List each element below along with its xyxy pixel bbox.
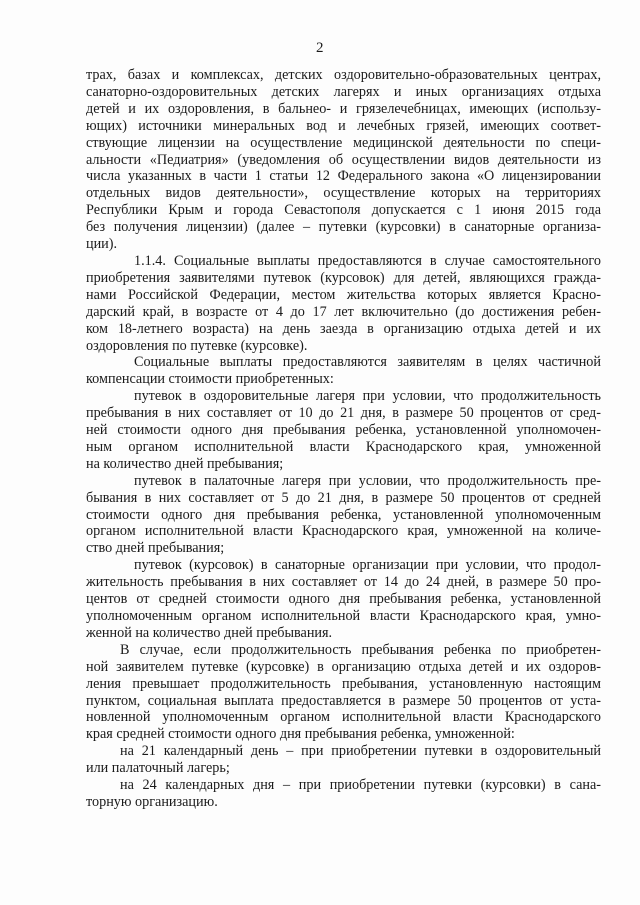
text-line: ным органом исполнительной власти Краснодарского края, умноженной bbox=[86, 438, 601, 455]
text-line: уполномоченным органом исполнительной власти Краснодарского края, умно- bbox=[86, 608, 601, 624]
page-number: 2 bbox=[316, 40, 324, 56]
text-line: ней стоимости одного дня пребывания ребенка, установленной уполномочен- bbox=[86, 422, 601, 439]
text-line: приобретения заявителями путевок (курсовок) для детей, являющихся гражда- bbox=[86, 269, 601, 286]
text-line: компенсации стоимости приобретенных: bbox=[86, 371, 334, 388]
text-line: новленной уполномоченным органом исполнительной власти Краснодарского bbox=[86, 709, 601, 726]
text-line: ции). bbox=[86, 236, 118, 253]
text-line: дарский край, в возрасте от 4 до 17 лет включительно (до достижения ребен- bbox=[86, 303, 601, 320]
body-text bbox=[86, 67, 601, 811]
text-line: на 21 календарный день – при приобретении путевки в оздоровительный bbox=[120, 743, 601, 760]
text-line: санаторно-оздоровительных детских лагерях и иных организациях отдыха bbox=[86, 83, 601, 100]
text-line: Республики Крым и города Севастополя допускается с 1 июня 2015 года bbox=[86, 202, 601, 219]
text-line: бывания в них составляет от 5 до 21 дня, в размере 50 процентов от средней bbox=[86, 489, 601, 506]
text-line: 1.1.4. Социальные выплаты предоставляются в случае самостоятельного bbox=[134, 252, 601, 269]
text-line: ствующие лицензии на осуществление медицинской деятельности по специ- bbox=[86, 134, 601, 151]
text-line: ющих) источники минеральных вод и лечебных грязей, имеющих соответ- bbox=[86, 117, 601, 134]
text-line: жительность пребывания в них составляет от 14 до 24 дней, в размере 50 про- bbox=[86, 574, 601, 591]
text-line: ления превышает продолжительность пребывания, установленную настоящим bbox=[86, 675, 601, 692]
text-line: торную организацию. bbox=[86, 793, 218, 810]
text-line: ной заявителем путевке (курсовке) в организацию отдыха детей и их оздоров- bbox=[86, 658, 601, 675]
text-line: Социальные выплаты предоставляются заявителям в целях частичной bbox=[134, 354, 601, 371]
text-line: путевок в палаточные лагеря при условии, что продолжительность пре- bbox=[134, 472, 601, 489]
text-line: стоимости одного дня пребывания ребенка, установленной уполномоченным bbox=[86, 506, 601, 523]
text-line: альности «Педиатрия» (уведомления об осуществлении видов деятельности из bbox=[86, 151, 601, 168]
text-line: органом исполнительной власти Краснодарского края, умноженной на количе- bbox=[86, 523, 601, 540]
text-line: путевок (курсовок) в санаторные организации при условии, что продол- bbox=[134, 557, 601, 574]
text-line: края средней стоимости одного дня пребывания ребенка, умноженной: bbox=[86, 726, 515, 743]
text-line: оздоровления по путевке (курсовке). bbox=[86, 337, 308, 354]
text-line: нами Российской Федерации, местом жительства которых является Красно- bbox=[86, 286, 601, 303]
text-line: трах, базах и комплексах, детских оздоровительно-образовательных центрах, bbox=[86, 67, 601, 83]
text-line: или палаточный лагерь; bbox=[86, 760, 230, 777]
text-line: на 24 календарных дня – при приобретении путевки (курсовки) в сана- bbox=[120, 777, 601, 794]
text-line: пунктом, социальная выплата предоставляется в размере 50 процентов от уста- bbox=[86, 692, 601, 709]
text-line: без получения лицензии) (далее – путевки (курсовки) в санаторные организа- bbox=[86, 219, 601, 236]
text-line: ство дней пребывания; bbox=[86, 540, 225, 557]
text-line: детей и их оздоровления, в бальнео- и грязелечебницах, имеющих (использу- bbox=[86, 100, 601, 117]
text-line: ком 18-летнего возраста) на день заезда в организацию отдыха детей и их bbox=[86, 320, 601, 337]
text-line: числа указанных в части 1 статьи 12 Федерального закона «О лицензировании bbox=[86, 168, 601, 185]
text-line: путевок в оздоровительные лагеря при условии, что продолжительность bbox=[134, 388, 601, 405]
text-line: центов от средней стоимости одного дня пребывания ребенка, установленной bbox=[86, 591, 601, 608]
text-line: на количество дней пребывания; bbox=[86, 455, 284, 472]
text-line: отдельных видов деятельности», осуществление которых на территориях bbox=[86, 185, 601, 202]
text-line: В случае, если продолжительность пребывания ребенка по приобретен- bbox=[120, 641, 601, 658]
text-line: пребывания в них составляет от 10 до 21 дня, в размере 50 процентов от сред- bbox=[86, 405, 601, 422]
text-line: женной на количество дней пребывания. bbox=[86, 624, 333, 641]
